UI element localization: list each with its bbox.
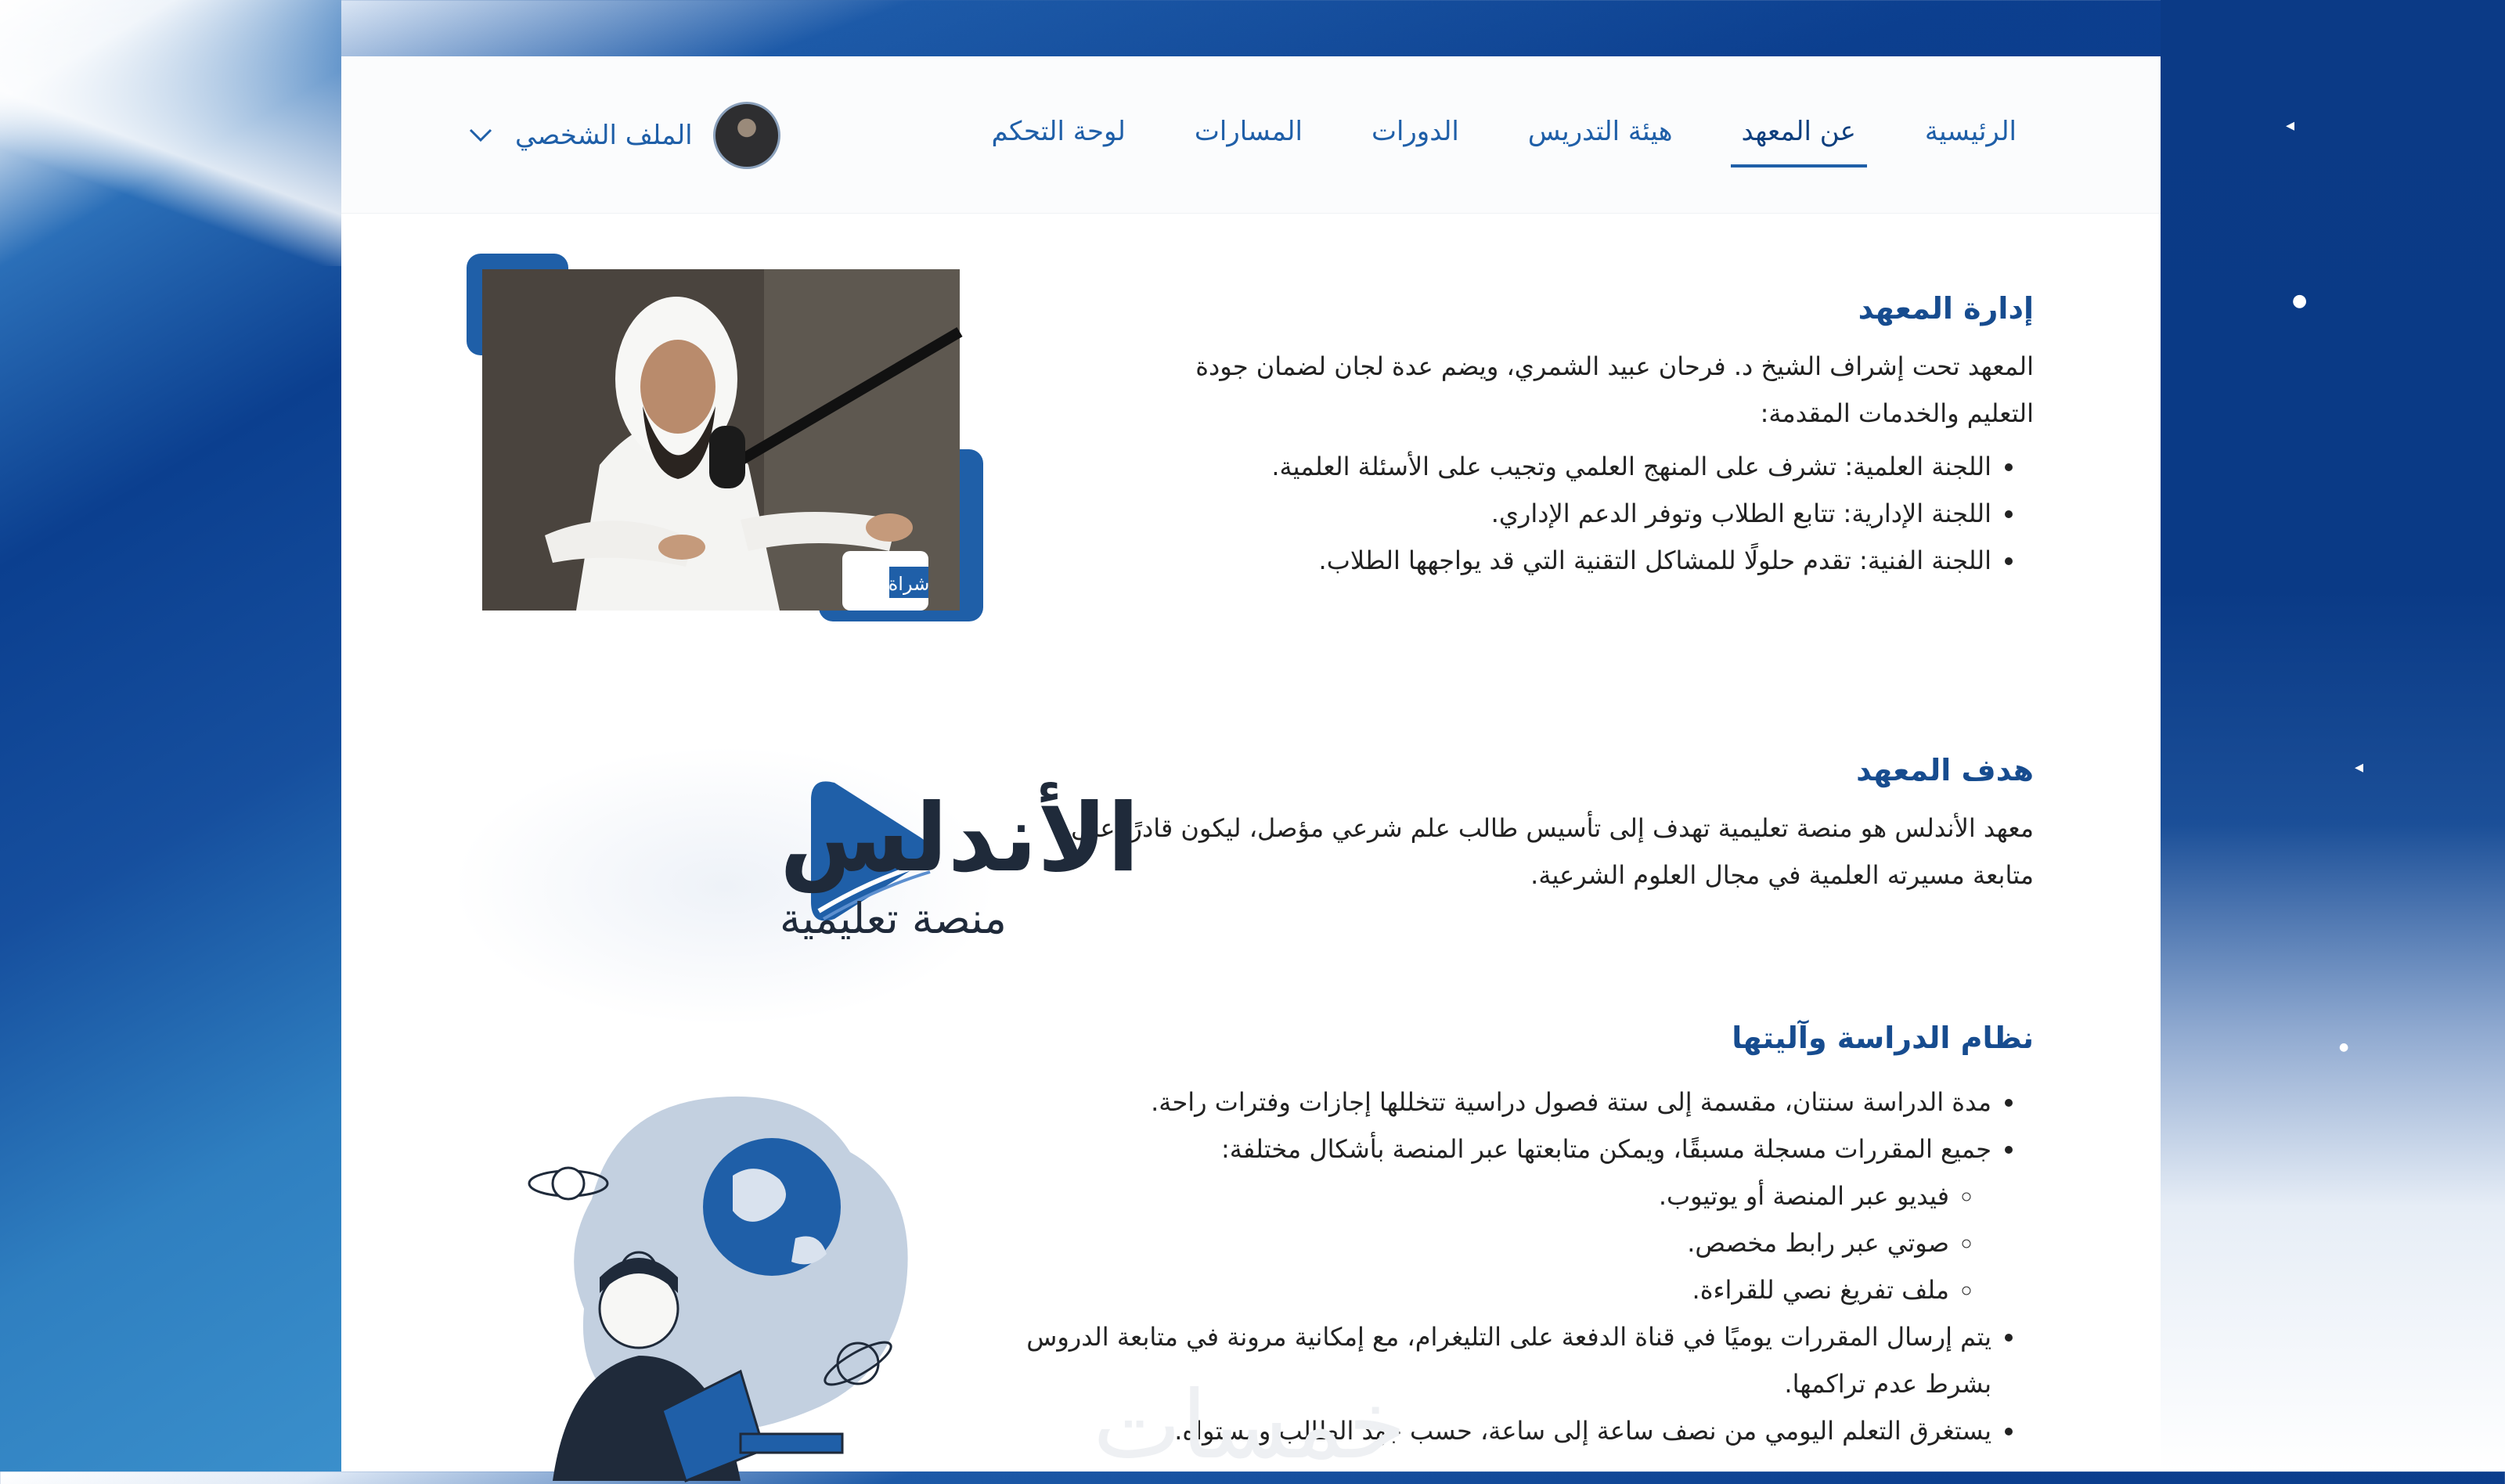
profile-label[interactable]: الملف الشخصي xyxy=(515,120,693,151)
nav-item-home[interactable]: الرئيسية xyxy=(1924,116,2017,147)
background-right xyxy=(2161,0,2505,1471)
management-intro: المعهد تحت إشراف الشيخ د. فرحان عبيد الشمري، ويضم عدة لجان لضمان جودة التعليم والخدمات المقدمة: xyxy=(1195,351,2034,428)
formats-list xyxy=(1016,1172,1991,1313)
nav-item-tracks[interactable]: المسارات xyxy=(1194,116,1303,147)
andalus-logo xyxy=(451,745,1140,1027)
header xyxy=(341,56,2161,214)
list-item: • اللجنة الفنية: تقدم حلولًا للمشاكل التقنية التي قد يواجهها الطلاب. xyxy=(1157,537,1991,584)
goal-text: معهد الأندلس هو منصة تعليمية تهدف إلى تأسيس طالب علم شرعي مؤصل، ليكون قادرًا على متابعة مسيرته العلمية في مجال العلوم الشرعية. xyxy=(1071,813,2034,890)
student-reading-illustration xyxy=(482,1043,983,1481)
star-icon: ◂ xyxy=(2286,116,2295,135)
list-item: • اللجنة العلمية: تشرف على المنهج العلمي وتجيب على الأسئلة العلمية. xyxy=(1157,443,1991,490)
logo-tagline: منصة تعليمية xyxy=(780,894,1007,943)
star-icon: ◂ xyxy=(2355,758,2364,777)
list-item: • جميع المقررات مسجلة مسبقًا، ويمكن متابعتها عبر المنصة بأشكال مختلفة: ◦ فيديو عبر المنصة أو يوتيوب. ◦ صوتي عبر رابط مخصص. ◦ ملف تفريغ نصي للقراءة. xyxy=(1016,1126,1991,1313)
star-icon: ● xyxy=(2339,1041,2349,1054)
nav-item-about[interactable]: عن المعهد xyxy=(1731,116,1867,167)
nav-item-dashboard[interactable]: لوحة التحكم xyxy=(991,116,1126,147)
profile-menu[interactable] xyxy=(467,102,780,169)
management-section xyxy=(1157,291,2034,584)
goal-section xyxy=(1063,753,2034,899)
main-panel xyxy=(341,56,2161,1480)
nav-item-courses[interactable]: الدورات xyxy=(1371,116,1459,147)
list-item: ◦ ملف تفريغ نصي للقراءة. xyxy=(1016,1266,1949,1313)
star-icon: ● xyxy=(2292,291,2308,311)
study-title: نظام الدراسة وآليتها xyxy=(1732,1021,2034,1055)
mug-label: شراة xyxy=(888,573,930,595)
watermark: خمسات xyxy=(1093,1371,1407,1480)
list-item: • يستغرق التعلم اليومي من نصف ساعة إلى ساعة، حسب جهد الطالب ومستواه. xyxy=(1016,1407,1991,1454)
list-item: ◦ صوتي عبر رابط مخصص. xyxy=(1016,1219,1949,1266)
sheikh-photo-frame xyxy=(467,254,983,621)
list-item: ◦ فيديو عبر المنصة أو يوتيوب. xyxy=(1016,1172,1949,1219)
background-shine xyxy=(0,0,341,266)
chevron-down-icon[interactable] xyxy=(467,121,495,149)
nav-item-faculty[interactable]: هيئة التدريس xyxy=(1527,116,1673,147)
logo-name: الأندلس xyxy=(780,784,1140,893)
goal-title: هدف المعهد xyxy=(1856,753,2034,787)
list-item: • يتم إرسال المقررات يوميًا في قناة الدفعة على التليغرام، مع إمكانية مرونة في متابعة الدروس بشرط عدم تراكمها. xyxy=(1016,1313,1991,1407)
committees-list xyxy=(1157,443,2034,584)
list-item: • مدة الدراسة سنتان، مقسمة إلى ستة فصول دراسية تتخللها إجازات وفترات راحة. xyxy=(1016,1079,1991,1126)
management-title: إدارة المعهد xyxy=(1858,291,2034,326)
main-nav xyxy=(981,116,2028,167)
sheikh-photo xyxy=(482,269,960,611)
avatar[interactable] xyxy=(713,102,780,169)
list-item: • اللجنة الإدارية: تتابع الطلاب وتوفر الدعم الإداري. xyxy=(1157,490,1991,537)
